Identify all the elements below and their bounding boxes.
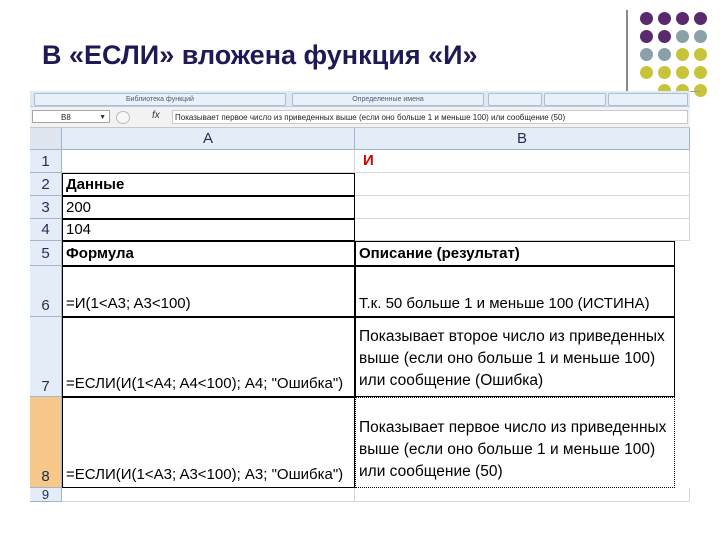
formula-bar	[30, 107, 690, 128]
row-header[interactable]: 6	[30, 266, 62, 317]
cell-b5[interactable]: Описание (результат)	[355, 241, 675, 266]
row-header[interactable]: 1	[30, 150, 62, 173]
cell-b4[interactable]	[355, 219, 690, 241]
column-header-a[interactable]: A	[62, 128, 355, 150]
cancel-icon[interactable]	[116, 111, 130, 124]
formula-input[interactable]: Показывает первое число из приведенных выше (если оно больше 1 и меньше 100) или сообщение (50)	[172, 110, 688, 124]
cell-b9[interactable]	[355, 488, 690, 502]
row-header[interactable]: 2	[30, 173, 62, 196]
cell-b3[interactable]	[355, 196, 690, 219]
row-header-selected[interactable]: 8	[30, 397, 62, 488]
ribbon-group[interactable]	[488, 93, 542, 106]
dot	[676, 48, 689, 61]
dot	[658, 30, 671, 43]
dot	[640, 12, 653, 25]
cell-b7-line: выше (если оно больше 1 и меньше 100)	[359, 350, 656, 367]
cell-b2[interactable]	[355, 173, 690, 196]
select-all-corner[interactable]	[30, 128, 62, 150]
fx-icon[interactable]: fx	[152, 110, 160, 121]
ribbon-group[interactable]	[544, 93, 606, 106]
dot	[658, 66, 671, 79]
cell-b7-line: Показывает второе число из приведенных	[359, 328, 665, 345]
name-box[interactable]	[32, 110, 110, 123]
ribbon	[30, 91, 690, 107]
cell-a7[interactable]: =ЕСЛИ(И(1<A4; A4<100); A4; "Ошибка")	[62, 317, 355, 397]
decorative-divider	[626, 10, 628, 94]
ribbon-group-function-library[interactable]: Библиотека функций	[34, 93, 286, 106]
column-header-b[interactable]: B	[355, 128, 690, 150]
chevron-down-icon[interactable]: ▼	[99, 114, 106, 121]
dot	[658, 48, 671, 61]
cell-a8[interactable]: =ЕСЛИ(И(1<A3; A3<100); A3; "Ошибка")	[62, 397, 355, 488]
row-header[interactable]: 3	[30, 196, 62, 219]
cell-b8-line: Показывает первое число из приведенных	[359, 419, 667, 436]
cell-b8-line: или сообщение (50)	[359, 463, 503, 480]
cell-a4[interactable]: 104	[62, 219, 355, 241]
dot	[676, 30, 689, 43]
dot	[676, 12, 689, 25]
cell-a9[interactable]	[62, 488, 355, 502]
dot	[694, 30, 707, 43]
cell-b1[interactable]: И	[355, 150, 690, 173]
row-header[interactable]: 7	[30, 317, 62, 397]
cell-a1[interactable]	[62, 150, 355, 173]
dot	[694, 12, 707, 25]
cell-b7-line: или сообщение (Ошибка)	[359, 372, 544, 389]
row-header[interactable]: 4	[30, 219, 62, 241]
dot	[676, 66, 689, 79]
dot	[640, 30, 653, 43]
cell-a3[interactable]: 200	[62, 196, 355, 219]
ribbon-group[interactable]	[608, 93, 688, 106]
cell-b8-active[interactable]	[355, 397, 675, 488]
dot	[694, 48, 707, 61]
dot	[640, 48, 653, 61]
row-header[interactable]: 9	[30, 488, 62, 502]
cell-b7[interactable]	[355, 317, 675, 397]
dot	[694, 66, 707, 79]
cell-b8-line: выше (если оно больше 1 и меньше 100)	[359, 441, 656, 458]
slide-title: В «ЕСЛИ» вложена функция «И»	[42, 40, 478, 70]
dot	[640, 66, 653, 79]
cell-b6[interactable]: Т.к. 50 больше 1 и меньше 100 (ИСТИНА)	[355, 266, 675, 317]
ribbon-group-defined-names[interactable]: Определенные имена	[292, 93, 484, 106]
cell-a6[interactable]: =И(1<A3; A3<100)	[62, 266, 355, 317]
row-header[interactable]: 5	[30, 241, 62, 266]
dot	[658, 12, 671, 25]
cell-a2[interactable]: Данные	[62, 173, 355, 196]
cell-a5[interactable]: Формула	[62, 241, 355, 266]
spreadsheet-screenshot	[30, 91, 690, 502]
name-box-value: B8	[61, 113, 71, 122]
